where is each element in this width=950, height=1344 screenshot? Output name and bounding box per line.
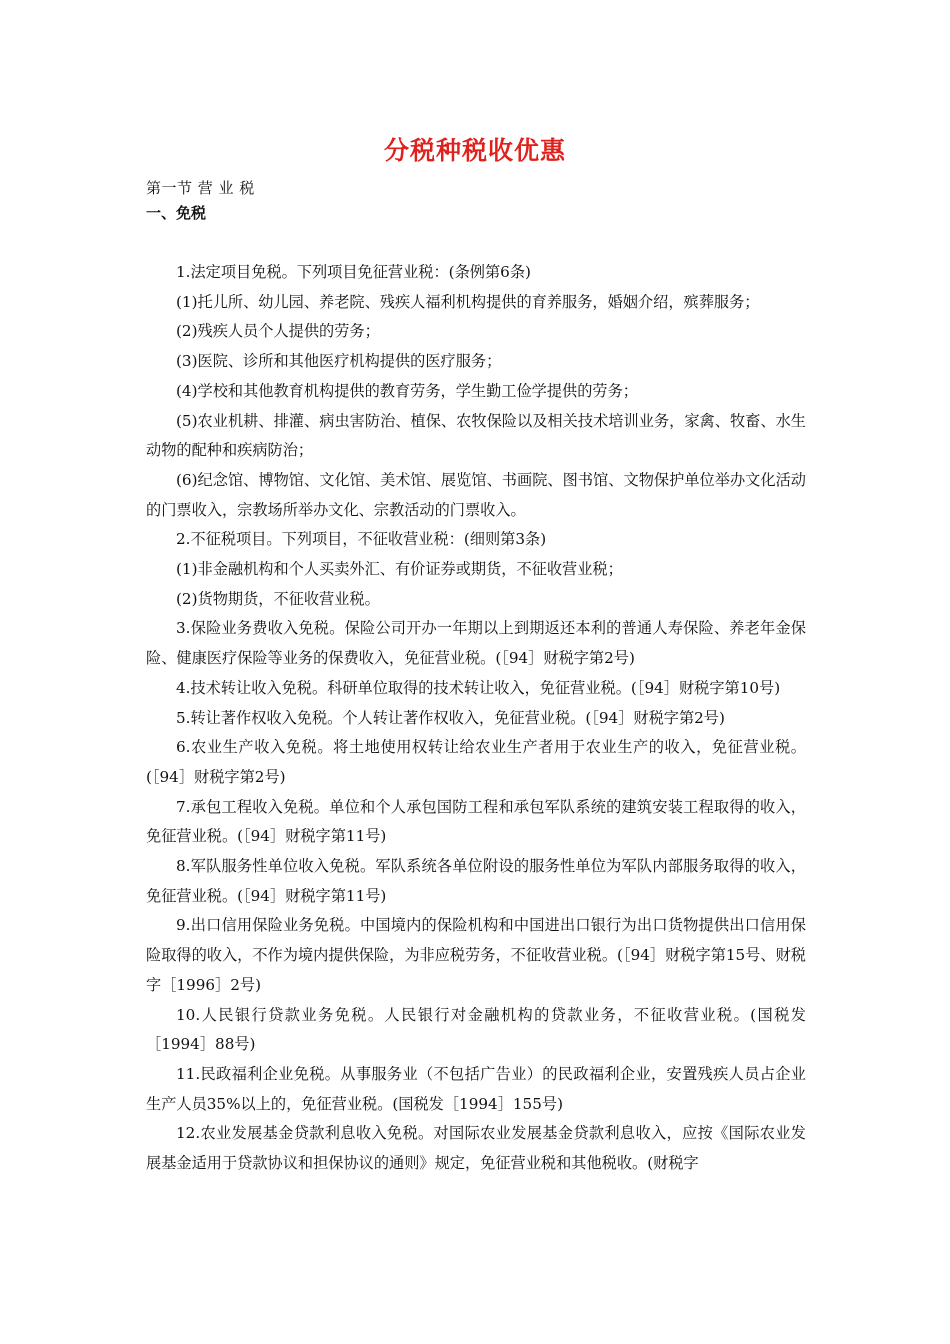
subsection-heading: 一、免税 [146,204,207,222]
paragraph: 3.保险业务费收入免税。保险公司开办一年期以上到期返还本利的普通人寿保险、养老年金保险、健康医疗保险等业务的保费收入，免征营业税。(［94］财税字第2号) [146,619,806,668]
paragraph: (1)非金融机构和个人买卖外汇、有价证券或期货，不征收营业税； [176,560,623,579]
paragraph: 7.承包工程收入免税。单位和个人承包国防工程和承包军队系统的建筑安装工程取得的收入，免征营业税。(［94］财税字第11号) [146,797,806,846]
paragraph: (1)托儿所、幼儿园、养老院、残疾人福利机构提供的育养服务，婚姻介绍，殡葬服务； [176,292,760,311]
section-heading: 第一节 营 业 税 [146,179,255,197]
paragraph: (6)纪念馆、博物馆、文化馆、美术馆、展览馆、书画院、图书馆、文物保护单位举办文化活动的门票收入，宗教场所举办文化、宗教活动的门票收入。 [146,470,806,519]
paragraph: 5.转让著作权收入免税。个人转让著作权收入，免征营业税。(［94］财税字第2号) [176,708,725,727]
paragraph: (2)残疾人员个人提供的劳务； [176,322,380,341]
paragraph: 12.农业发展基金贷款利息收入免税。对国际农业发展基金贷款利息收入，应按《国际农业发展基金适用于贷款协议和担保协议的通则》规定，免征营业税和其他税收。(财税字 [146,1124,806,1173]
paragraph: 6.农业生产收入免税。将土地使用权转让给农业生产者用于农业生产的收入，免征营业税。(［94］财税字第2号) [146,738,806,786]
paragraph: 11.民政福利企业免税。从事服务业（不包括广告业）的民政福利企业，安置残疾人员占企业生产人员35%以上的，免征营业税。(国税发［1994］155号) [146,1064,806,1113]
document-title: 分税种税收优惠 [383,136,566,165]
paragraph: (3)医院、诊所和其他医疗机构提供的医疗服务； [176,352,502,371]
paragraph: 9.出口信用保险业务免税。中国境内的保险机构和中国进出口银行为出口货物提供出口信用保险取得的收入，不作为境内提供保险，为非应税劳务，不征收营业税。(［94］财税字第15号、财税字［1996］2号) [146,916,806,994]
document-body [146,258,806,1179]
paragraph: 4.技术转让收入免税。科研单位取得的技术转让收入，免征营业税。(［94］财税字第10号) [176,678,781,697]
paragraph: 2.不征税项目。下列项目，不征收营业税：(细则第3条) [176,530,547,549]
paragraph: (2)货物期货，不征收营业税。 [176,589,380,608]
paragraph: 10.人民银行贷款业务免税。人民银行对金融机构的贷款业务，不征收营业税。(国税发［1994］88号) [146,1005,806,1054]
paragraph: (5)农业机耕、排灌、病虫害防治、植保、农牧保险以及相关技术培训业务，家禽、牧畜、水生动物的配种和疾病防治； [146,411,806,460]
paragraph: (4)学校和其他教育机构提供的教育劳务，学生勤工俭学提供的劳务； [176,381,638,400]
paragraph: 8.军队服务性单位收入免税。军队系统各单位附设的服务性单位为军队内部服务取得的收入，免征营业税。(［94］财税字第11号) [146,857,806,905]
paragraph: 1.法定项目免税。下列项目免征营业税：(条例第6条) [176,263,531,281]
